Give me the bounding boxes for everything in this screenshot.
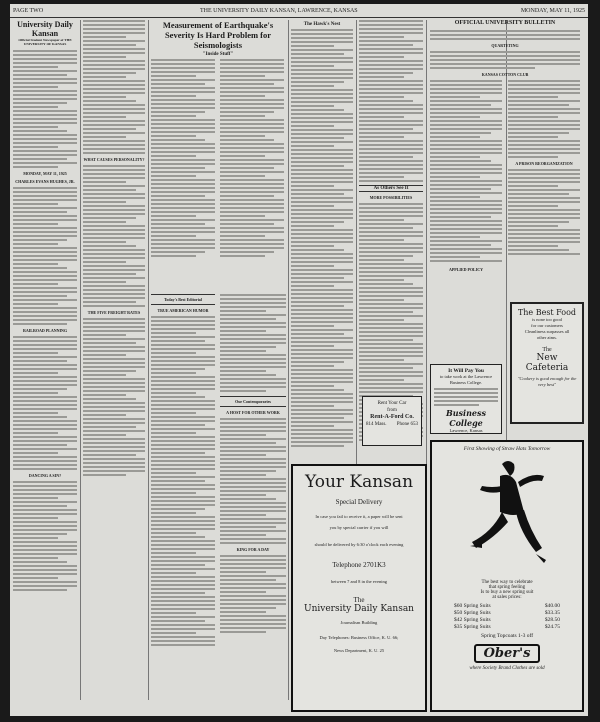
- newspaper-page: [10, 4, 588, 716]
- paper-title: THE UNIVERSITY DAILY KANSAN, LAWRENCE, KANSAS: [200, 8, 358, 14]
- contemporaries-title: Our Contemporaries: [220, 396, 286, 407]
- obers-line1: The best way to celebrate: [481, 580, 533, 585]
- price-row: $42 Spring Suits $28.50: [454, 617, 560, 623]
- obers-headline: First Showing of Straw Hats Tomorrow: [463, 446, 551, 452]
- true-humor-head: TRUE AMERICAN HUMOR: [157, 308, 209, 313]
- cafeteria-name: New Cafeteria: [525, 353, 569, 373]
- obers-line4: at sales prices:: [492, 595, 522, 600]
- business-college-location: Lawrence, Kansas: [449, 428, 483, 433]
- cafeteria-line3: for our customers: [531, 323, 563, 328]
- price-row: $35 Spring Suits $24.75: [454, 624, 560, 630]
- cafeteria-ad: [510, 302, 584, 424]
- price-row: $50 Spring Suits $33.35: [454, 610, 560, 616]
- best-editorial-title: Today's Best Editorial: [151, 294, 215, 305]
- bulletin-title: OFFICIAL UNIVERSITY BULLETIN: [454, 20, 556, 26]
- rent-ad-address: 814 Mass.: [366, 422, 387, 427]
- masthead-date: MONDAY, MAY 11, 1925: [520, 8, 585, 14]
- business-college-logo: Business College: [445, 408, 487, 428]
- bulletin-quarteting-head: QUARTETING: [491, 43, 519, 48]
- cafeteria-line5: other aims.: [537, 335, 557, 340]
- nameplate-date: MONDAY, MAY 11, 1925: [23, 171, 67, 176]
- rent-ad-line1: Rent Your Car: [377, 401, 407, 406]
- best-editorial-section: [151, 294, 215, 694]
- kansan-ad-the: The: [353, 596, 365, 604]
- cafeteria-headline: The Best Food: [517, 308, 577, 317]
- kansan-ad-title: Your Kansan: [304, 472, 414, 492]
- kansan-ad-line4: should be delivered by 6:30 o'clock each evening: [314, 542, 404, 547]
- kansan-ad-day-phones: Day Telephones: Business Office, K. U. 66;: [319, 635, 399, 640]
- personality-head: WHAT CAUSES PERSONALITY?: [83, 157, 145, 162]
- lead-byline: "Inside Stuff": [202, 52, 234, 57]
- king-day-head: KING FOR A DAY: [236, 547, 270, 552]
- pays-ad-title: It Will Pay You: [448, 368, 484, 374]
- obers-price-list: [436, 603, 578, 631]
- kansan-ad-building: Journalism Building: [340, 620, 378, 625]
- obers-line2: that spring feeling: [488, 585, 526, 590]
- kansan-ad-line6: between 7 and 8 in the evening: [331, 579, 387, 584]
- editorial-hughes-head: CHARLES EVANS HUGHES, JR.: [15, 179, 75, 184]
- prison-reorg-head: A PRISON REORGANIZATION: [515, 161, 573, 166]
- column-2: [83, 20, 145, 710]
- host-work-head: A HOST FOR OTHER WORK: [226, 410, 280, 415]
- kansan-ad-news-dept: News Department, K. U. 25: [333, 648, 385, 653]
- rent-ad-phone: Phone 653: [396, 422, 418, 427]
- nameplate-title: University Daily Kansan: [17, 20, 73, 38]
- bulletin-cotton-club-head: KANSAS COTTON CLUB: [481, 72, 529, 77]
- business-college-ad: [430, 364, 502, 434]
- cafeteria-tagline: "Cookery is good enough for the very best": [517, 376, 577, 387]
- freight-rates-head: THE FIVE FREIGHT RATES: [87, 310, 141, 315]
- kansan-ad-phone: Telephone 2701K3: [332, 561, 386, 569]
- price-row: $60 Spring Suits $40.00: [454, 603, 560, 609]
- rent-ad-company: Rent-A-Ford Co.: [370, 414, 414, 420]
- cafeteria-the: The: [542, 347, 552, 353]
- column-5: [291, 20, 353, 480]
- kansan-delivery-ad: [291, 464, 427, 712]
- possibilities-head: MORE POSSIBILITIES: [369, 195, 413, 200]
- cafeteria-line4: Cleanliness surpasses all: [524, 329, 570, 334]
- obers-line3: Is to buy a new spring suit: [480, 590, 534, 595]
- editorial-railroad-head: RAILROAD PLANNING: [22, 328, 68, 333]
- lead-headline: Measurement of Earthquake's Severity Is Hard Problem for Seismologists: [162, 20, 274, 50]
- kansan-ad-special: Special Delivery: [335, 498, 383, 506]
- kansan-ad-line3: you by special carrier if you will: [329, 525, 389, 530]
- hawks-nest-title: The Hawk's Nest: [303, 22, 341, 27]
- as-others-title: As Others See It: [359, 185, 423, 192]
- obers-logo: Ober's: [474, 644, 541, 663]
- obers-tagline: where Society Brand Clothes are sold: [469, 666, 545, 671]
- obers-topcoats: Spring Topcoats 1-3 off: [480, 633, 534, 639]
- kansan-ad-paper: University Daily Kansan: [304, 604, 414, 614]
- applied-policy-head: APPLIED POLICY: [448, 267, 484, 272]
- editorial-dancing-head: DANCING A SIN?: [28, 473, 62, 478]
- obers-ad: [430, 440, 584, 712]
- kansan-ad-line2: In case you fail to receive it, a paper will be sent: [315, 514, 403, 519]
- contemporaries-section: [220, 294, 286, 694]
- column-1: [13, 20, 77, 710]
- dancing-figure-illustration: [462, 456, 552, 576]
- nameplate-subtitle: Official Student Newspaper of THE UNIVERSITY OF KANSAS: [18, 38, 72, 46]
- rent-a-ford-ad: [362, 396, 422, 446]
- rent-ad-line2: from: [387, 408, 397, 413]
- masthead: [10, 4, 588, 18]
- cafeteria-line2: is none too good: [532, 317, 562, 322]
- pays-ad-body: to take work at the Lawrence Business College.: [439, 374, 493, 385]
- page-number: PAGE TWO: [13, 8, 44, 14]
